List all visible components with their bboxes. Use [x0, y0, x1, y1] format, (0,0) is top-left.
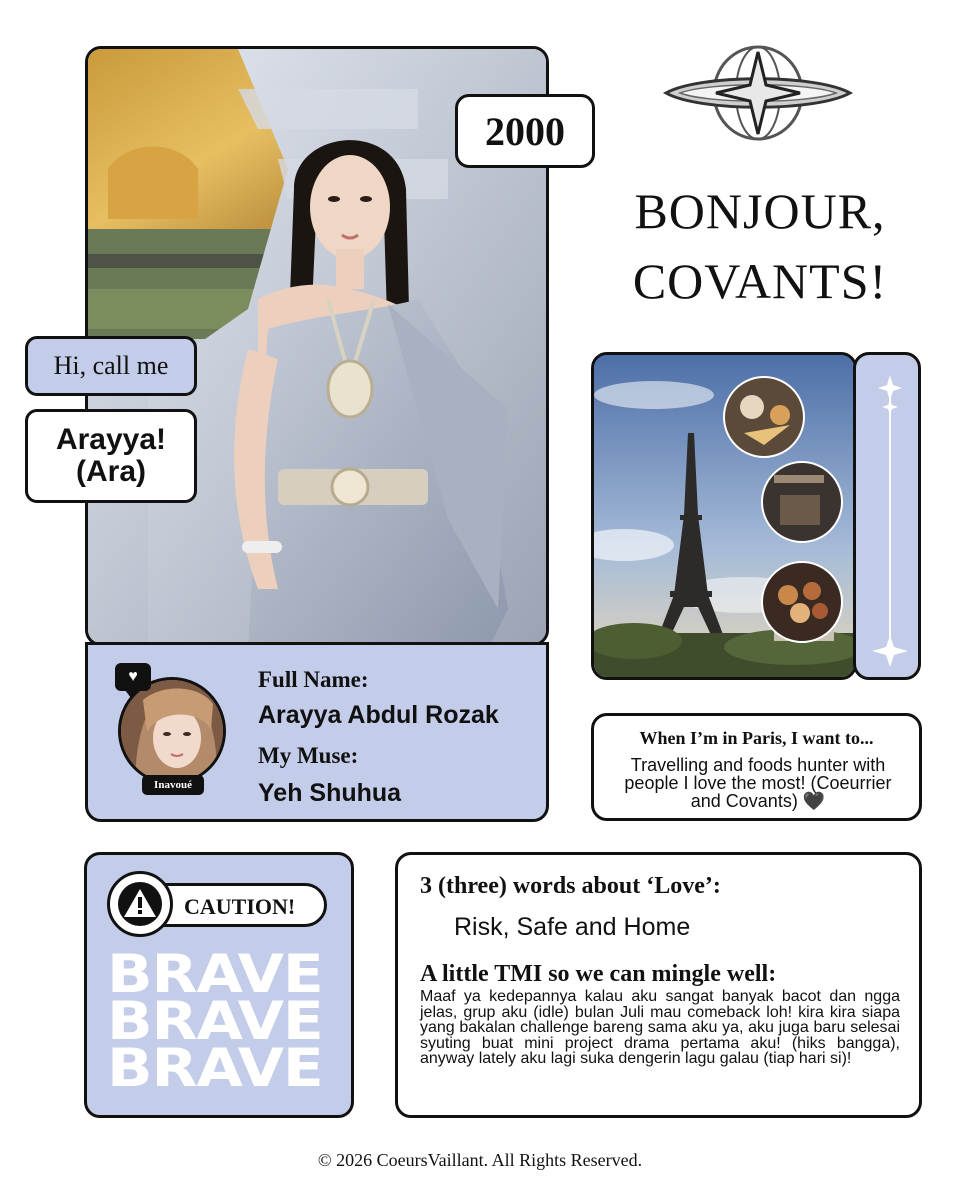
tmi-text: Maaf ya kedepannya kalau aku sangat banyak bacot dan ngga jelas, grup aku (idle) bulan Juli mau comeback loh! kira kira siapa yang bakalan challenge bareng sama aku ya, aku juga baru selesai syuting buat mini project drama pertama aku! (hiks bangga), anyway lately aku lagi suka dengerin lagu galau (tiap hari si)! — [420, 988, 900, 1067]
brave-word-2: BRAVE — [107, 991, 323, 1052]
about-card — [395, 852, 922, 1118]
paris-photo — [591, 352, 857, 680]
heart-icon: ♥ — [115, 663, 151, 691]
love-words: Risk, Safe and Home — [454, 913, 691, 941]
nickname-line-1: Arayya! — [55, 423, 167, 456]
footer-copyright: © 2026 CoeursVaillant. All Rights Reserved. — [317, 1150, 643, 1170]
year-badge: 2000 — [455, 94, 595, 168]
logo-emblem-icon — [660, 44, 856, 142]
wish-title: When I’m in Paris, I want to... — [639, 728, 874, 748]
caution-card — [84, 852, 354, 1118]
greeting-badge: Hi, call me — [25, 336, 197, 396]
greeting-line-2: COVANTS! — [632, 253, 888, 309]
nickname-line-2: (Ara) — [75, 455, 146, 488]
tmi-title: A little TMI so we can mingle well: — [420, 961, 777, 987]
paris-wish-card — [591, 713, 922, 821]
muse-label: My Muse: — [258, 743, 359, 768]
profile-info-panel — [85, 642, 549, 822]
avatar-tag: Inavoué — [142, 775, 204, 795]
brave-word-3: BRAVE — [107, 1038, 323, 1099]
brave-words — [107, 944, 337, 1099]
brave-word-1: BRAVE — [107, 944, 323, 1005]
greeting-heading — [600, 176, 920, 316]
full-name-label: Full Name: — [258, 667, 369, 692]
greeting-line-1: BONJOUR, — [634, 183, 886, 239]
paris-illustration — [594, 355, 857, 680]
sparkle-icon — [856, 355, 921, 680]
nickname-badge — [25, 409, 197, 503]
caution-label: CAUTION! — [184, 894, 296, 919]
wish-text: Travelling and foods hunter with people I love the most! (Coeurrier and Covants) 🖤 — [624, 755, 892, 811]
decorative-bar — [853, 352, 921, 680]
full-name-value: Arayya Abdul Rozak — [258, 701, 499, 729]
warning-icon — [107, 871, 173, 937]
muse-value: Yeh Shuhua — [258, 779, 402, 807]
love-title: 3 (three) words about ‘Love’: — [420, 873, 721, 899]
